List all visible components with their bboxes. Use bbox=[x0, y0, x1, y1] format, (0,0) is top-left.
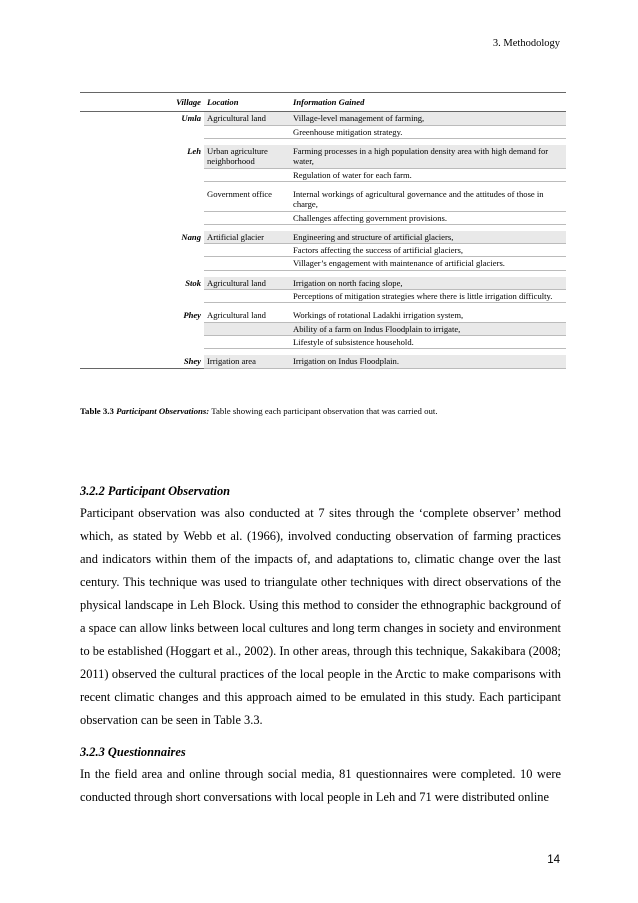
col-village-header: Village bbox=[152, 93, 204, 112]
caption-text: Table showing each participant observation that was carried out. bbox=[211, 406, 438, 416]
cell-location bbox=[204, 322, 290, 335]
cell-location: Irrigation area bbox=[204, 355, 290, 368]
cell-location: Artificial glacier bbox=[204, 231, 290, 244]
cell-location bbox=[204, 125, 290, 138]
cell-blank bbox=[80, 277, 152, 290]
table-row bbox=[80, 355, 566, 368]
table-row bbox=[80, 309, 566, 322]
table-row bbox=[80, 257, 566, 270]
table-row bbox=[80, 211, 566, 224]
heading-participant-observation: 3.2.2 Participant Observation bbox=[80, 484, 231, 498]
table-row bbox=[80, 188, 566, 211]
cell-blank bbox=[80, 309, 152, 322]
running-header: 3. Methodology bbox=[492, 38, 560, 49]
cell-info: Regulation of water for each farm. bbox=[290, 168, 566, 181]
table-row bbox=[80, 112, 566, 125]
cell-info: Farming processes in a high population density area with high demand for water, bbox=[290, 145, 566, 168]
cell-village: Nang bbox=[181, 231, 201, 242]
cell-blank bbox=[80, 355, 152, 368]
cell-village: Phey bbox=[183, 310, 201, 321]
cell-info: Villager’s engagement with maintenance of artificial glaciers. bbox=[290, 257, 566, 270]
cell-blank bbox=[80, 336, 152, 349]
cell-info: Engineering and structure of artificial glaciers, bbox=[290, 231, 566, 244]
table-row bbox=[80, 231, 566, 244]
table-row bbox=[80, 322, 566, 335]
cell-location: Agricultural land bbox=[204, 309, 290, 322]
cell-village bbox=[152, 168, 204, 181]
cell-village bbox=[152, 257, 204, 270]
cell-location bbox=[204, 257, 290, 270]
cell-info: Village-level management of farming, bbox=[290, 112, 566, 125]
cell-info: Ability of a farm on Indus Floodplain to irrigate, bbox=[290, 322, 566, 335]
cell-info: Workings of rotational Ladakhi irrigation system, bbox=[290, 309, 566, 322]
table-row bbox=[80, 336, 566, 349]
cell-info: Irrigation on north facing slope, bbox=[290, 277, 566, 290]
cell-village: Leh bbox=[187, 145, 201, 156]
cell-village bbox=[152, 211, 204, 224]
cell-blank bbox=[80, 244, 152, 257]
cell-village bbox=[152, 322, 204, 335]
cell-blank bbox=[80, 231, 152, 244]
cell-village: Stok bbox=[185, 277, 201, 288]
cell-blank bbox=[80, 257, 152, 270]
cell-info: Internal workings of agricultural governance and the attitudes of those in charge, bbox=[290, 188, 566, 211]
col-location-header: Location bbox=[204, 93, 290, 112]
table-row bbox=[80, 277, 566, 290]
table-body bbox=[80, 112, 566, 368]
caption-label: Table 3.3 bbox=[80, 406, 114, 416]
table-row bbox=[80, 125, 566, 138]
cell-blank bbox=[80, 125, 152, 138]
page-number: 14 bbox=[547, 854, 560, 866]
table-row bbox=[80, 168, 566, 181]
cell-blank bbox=[80, 145, 152, 168]
paragraph-participant-observation: Participant observation was also conducted at 7 sites through the ‘complete observer’ method which, as stated by Webb et al. (1966), involved conducting observation of farming practices and indicators within them of the impacts of, and adaptations to, climatic change over the last century. This technique was used to triangulate other techniques with direct observations of the physical landscape in Leh Block. Using this method to consider the ethnographic background of a space can allow links between local cultures and long term changes in society and environment to be established (Hoggart et al., 2002). In other areas, through this technique, Sakakibara (2008; 2011) observed the cultural practices of the local people in the Arctic to make comparisons with recent climatic changes and this approach aimed to be emulated in this study. Each participant observation can be seen in Table 3.3. bbox=[80, 506, 561, 727]
cell-info: Greenhouse mitigation strategy. bbox=[290, 125, 566, 138]
cell-location bbox=[204, 211, 290, 224]
cell-village: Umla bbox=[181, 113, 201, 124]
cell-village bbox=[152, 336, 204, 349]
cell-info: Lifestyle of subsistence household. bbox=[290, 336, 566, 349]
heading-questionnaires: 3.2.3 Questionnaires bbox=[80, 745, 186, 759]
table-row bbox=[80, 244, 566, 257]
cell-location: Agricultural land bbox=[204, 277, 290, 290]
cell-info: Perceptions of mitigation strategies where there is little irrigation difficulty. bbox=[290, 290, 566, 303]
cell-info: Challenges affecting government provisions. bbox=[290, 211, 566, 224]
table-header-row bbox=[80, 93, 566, 112]
cell-blank bbox=[80, 322, 152, 335]
table-caption bbox=[80, 406, 438, 416]
cell-blank bbox=[80, 211, 152, 224]
cell-location bbox=[204, 244, 290, 257]
cell-village bbox=[152, 290, 204, 303]
paragraph-questionnaires: In the field area and online through social media, 81 questionnaires were completed. 10 were conducted through short conversations with local people in Leh and 71 were distributed online bbox=[80, 767, 561, 804]
col-info-header: Information Gained bbox=[290, 93, 566, 112]
cell-location bbox=[204, 336, 290, 349]
cell-location: Agricultural land bbox=[204, 112, 290, 125]
cell-location bbox=[204, 290, 290, 303]
cell-blank bbox=[80, 112, 152, 125]
cell-location: Urban agriculture neighborhood bbox=[204, 145, 290, 168]
cell-location bbox=[204, 168, 290, 181]
table-row bbox=[80, 290, 566, 303]
observation-table bbox=[80, 92, 566, 369]
cell-blank bbox=[80, 290, 152, 303]
cell-info: Irrigation on Indus Floodplain. bbox=[290, 355, 566, 368]
cell-village: Shey bbox=[152, 355, 204, 368]
cell-location: Government office bbox=[204, 188, 290, 211]
cell-info: Factors affecting the success of artificial glaciers, bbox=[290, 244, 566, 257]
cell-village bbox=[152, 125, 204, 138]
cell-blank bbox=[80, 168, 152, 181]
cell-village bbox=[152, 244, 204, 257]
table-row bbox=[80, 145, 566, 168]
caption-title: Participant Observations: bbox=[116, 406, 210, 416]
cell-blank bbox=[80, 188, 152, 211]
cell-village bbox=[152, 188, 204, 211]
